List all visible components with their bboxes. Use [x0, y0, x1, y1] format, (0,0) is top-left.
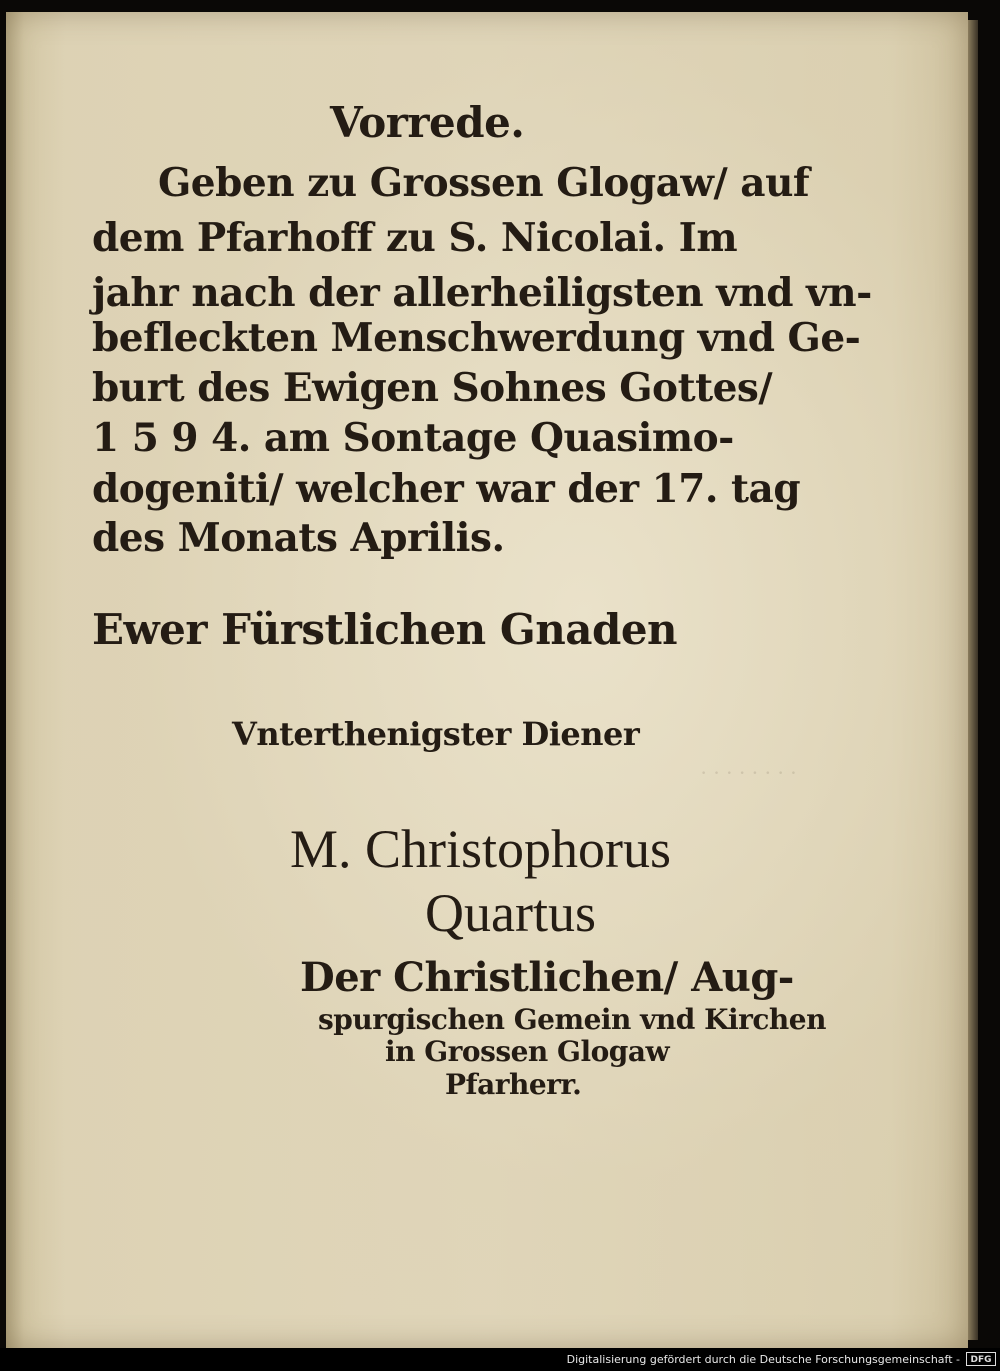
body-line: Geben zu Grossen Glogaw/ auf — [158, 160, 810, 206]
body-line: dem Pfarhoff zu S. Nicolai. Im — [92, 215, 738, 261]
book-page — [6, 12, 968, 1348]
office-line: in Grossen Glogaw — [385, 1035, 670, 1068]
author-name: M. Christophorus — [290, 819, 672, 879]
show-through-text: · · · · · · · · — [700, 760, 798, 785]
body-line: burt des Ewigen Sohnes Gottes/ — [92, 365, 773, 411]
body-line: 1 5 9 4. am Sontage Quasimo- — [92, 415, 734, 461]
office-line: Der Christlichen/ Aug- — [300, 954, 794, 1001]
body-line: dogeniti/ welcher war der 17. tag — [92, 466, 801, 512]
funding-credit: Digitalisierung gefördert durch die Deutsche Forschungsgemeinschaft - — [566, 1353, 960, 1366]
dfg-logo: DFG — [966, 1352, 996, 1366]
office-line: spurgischen Gemein vnd Kirchen — [318, 1003, 826, 1036]
salutation: Ewer Fürstlichen Gnaden — [92, 605, 678, 654]
body-line: des Monats Aprilis. — [92, 515, 505, 561]
author-surname: Quartus — [425, 883, 596, 943]
body-line: jahr nach der allerheiligsten vnd vn- — [92, 270, 872, 316]
body-line: befleckten Menschwerdung vnd Ge- — [92, 315, 861, 361]
servant-line: Vnterthenigster Diener — [232, 715, 640, 753]
office-line: Pfarherr. — [445, 1068, 582, 1101]
page-heading: Vorrede. — [330, 98, 525, 147]
page-edge — [968, 20, 978, 1340]
